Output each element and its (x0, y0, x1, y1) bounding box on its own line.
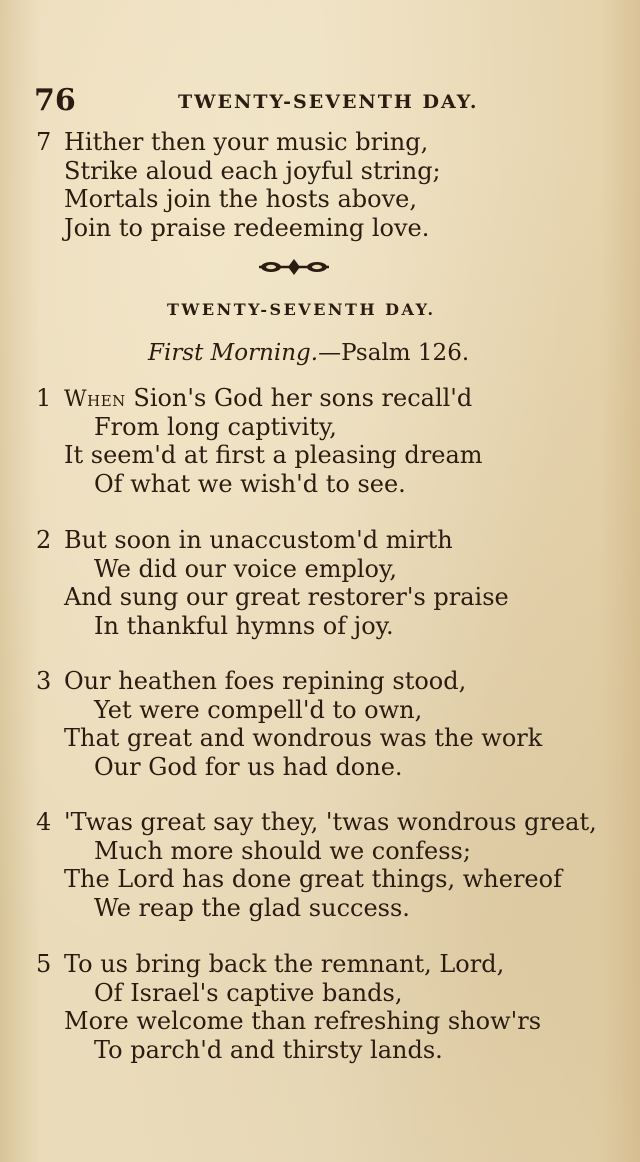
verse-text: More welcome than refreshing show'rs (64, 1007, 542, 1035)
verse-number: 4 (36, 808, 52, 836)
subheading-psalm: —Psalm 126. (318, 340, 470, 366)
hymn-subheading (148, 338, 469, 368)
verse-text: We did our voice employ, (94, 554, 397, 583)
verse-number: 3 (36, 667, 52, 695)
verse-number: 5 (36, 950, 52, 978)
verse-text: Of Israel's captive bands, (94, 978, 403, 1007)
verse-text: And sung our great restorer's praise (64, 583, 509, 611)
verse-text: From long captivity, (94, 412, 337, 441)
verse-number: 7 (36, 128, 52, 156)
verse-text: Strike aloud each joyful string; (64, 156, 441, 185)
verse-text-rest: Sion's God her sons recall'd (125, 384, 473, 412)
running-title: TWENTY-SEVENTH DAY. (178, 91, 479, 113)
verse-text: 'Twas great say they, 'twas wondrous great, (64, 808, 597, 836)
verse-text: In thankful hymns of joy. (94, 611, 394, 640)
verse-text: Hither then your music bring, (64, 128, 429, 156)
page-number: 76 (34, 83, 76, 118)
section-title: TWENTY-SEVENTH DAY. (167, 300, 436, 319)
running-head (34, 84, 594, 118)
verse-text: Much more should we confess; (94, 836, 471, 865)
verse-text: The Lord has done great things, whereof (64, 865, 562, 893)
verse-text: We reap the glad success. (94, 893, 410, 922)
subheading-occasion: First Morning. (148, 340, 319, 366)
verse-text: Our heathen foes repining stood, (64, 667, 467, 695)
verse-text: It seem'd at first a pleasing dream (64, 441, 483, 469)
verse-text: Mortals join the hosts above, (64, 185, 417, 213)
initial-word: When (64, 387, 126, 412)
verse-number: 2 (36, 526, 52, 554)
verse-number: 1 (36, 384, 52, 412)
verse-text: Of what we wish'd to see. (94, 469, 406, 498)
verse-text: That great and wondrous was the work (64, 724, 543, 752)
verse-text: Our God for us had done. (94, 752, 403, 781)
verse-text (64, 384, 472, 415)
verse-text: To us bring back the remnant, Lord, (64, 950, 505, 978)
verse-text: But soon in unaccustom'd mirth (64, 526, 453, 554)
verse-text: To parch'd and thirsty lands. (94, 1035, 443, 1064)
ornament-divider (257, 256, 331, 278)
verse-text: Join to praise redeeming love. (64, 213, 430, 242)
verse-text: Yet were compell'd to own, (94, 695, 423, 724)
